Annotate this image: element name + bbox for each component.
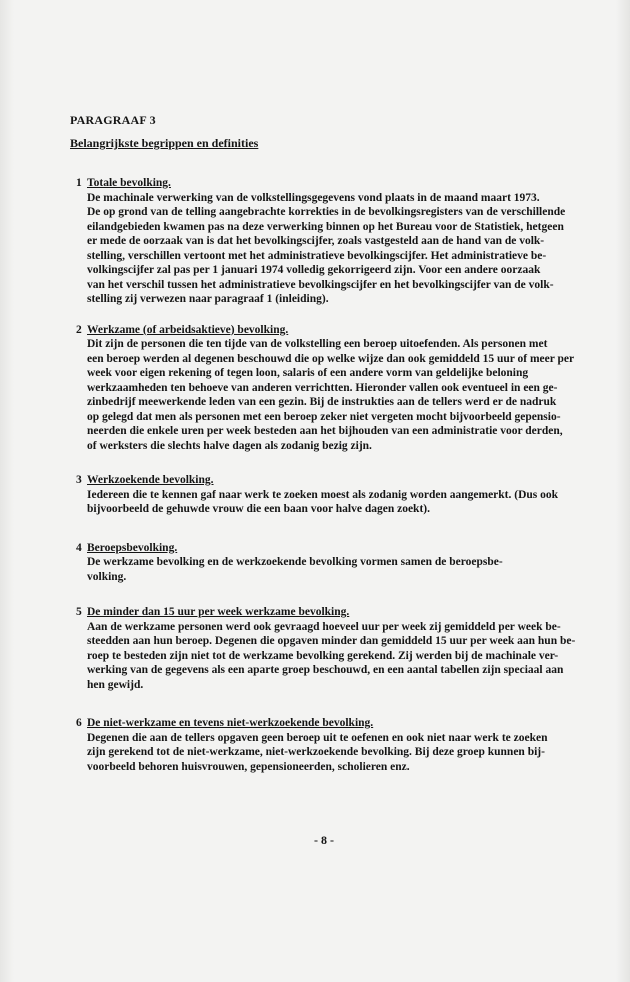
- text-line: op gelegd dat men als personen met een beroep zeker niet vergeten mocht bijvoorbeeld gepensio-: [87, 410, 561, 423]
- definition-section-3: [76, 473, 616, 517]
- text-line: volkingscijfer zal pas per 1 januari 1974 volledig gekorrigeerd zijn. Voor een andere oorzaak: [87, 264, 541, 276]
- text-line: werkzaamheden ten behoeve van anderen verrichtten. Hieronder vallen ook eventueel in een ge-: [87, 381, 558, 394]
- text-line: zinbedrijf meewerkende leden van een gezin. Bij de instrukties aan de tellers werd er de nadruk: [87, 396, 557, 408]
- text-line: De op grond van de telling aangebrachte korrekties in de bevolkingsregisters van de verschillende: [87, 206, 566, 218]
- text-line: bijvoorbeeld de gehuwde vrouw die een baan voor halve dagen zoekt).: [87, 503, 430, 515]
- definition-section-6: [76, 716, 616, 774]
- section-number: 5: [76, 606, 82, 618]
- paragraph-label: PARAGRAAF 3: [70, 113, 156, 127]
- text-line: steedden aan hun beroep. Degenen die opgaven minder dan gemiddeld 15 uur per week aan hun be-: [87, 635, 576, 647]
- text-line: Iedereen die te kennen gaf naar werk te zoeken moest als zodanig worden aangemerkt. (Dus ook: [87, 488, 559, 501]
- text-line: Degenen die aan de tellers opgaven geen beroep uit te oefenen en ook niet naar werk te zoeken: [87, 731, 548, 744]
- page-number: - 8 -: [314, 833, 334, 847]
- section-number: 6: [76, 717, 82, 729]
- text-line: roep te besteden zijn niet tot de werkzame bevolking gerekend. Zij werden bij de machinale ver-: [87, 649, 559, 662]
- text-line: er mede de oorzaak van is dat het bevolkingscijfer, zoals vastgesteld aan de hand van de volk-: [87, 235, 545, 247]
- text-line: hen gewijd.: [87, 678, 144, 691]
- text-line: Dit zijn de personen die ten tijde van de volkstelling een beroep uitoefenden. Als personen met: [87, 338, 548, 350]
- section-title: Totale bevolking.: [87, 177, 171, 189]
- text-line: eilandgebieden kwamen pas na deze verwerking binnen op het Bureau voor de Statistiek, hetgeen: [87, 220, 564, 233]
- text-line: een beroep werden al degenen beschouwd die op welke wijze dan ook gemiddeld 15 uur of meer per: [87, 352, 575, 365]
- text-line: of werksters die slechts halve dagen als zodanig bezig zijn.: [87, 439, 372, 452]
- section-number: 4: [76, 541, 82, 554]
- definition-section-2: [76, 323, 616, 454]
- text-line: volking.: [87, 570, 127, 583]
- section-heading: Belangrijkste begrippen en definities: [70, 136, 259, 150]
- text-line: werking van de gegevens als een aparte groep beschouwd, en een aantal tabellen zijn speciaal aan: [87, 664, 564, 676]
- text-line: week voor eigen rekening of tegen loon, salaris of een andere vorm van geldelijke beloning: [87, 367, 529, 379]
- text-line: De machinale verwerking van de volkstellingsgegevens vond plaats in de maand maart 1973.: [87, 191, 540, 204]
- definition-section-5: [76, 605, 616, 692]
- definition-section-1: [76, 176, 616, 307]
- section-title: De minder dan 15 uur per week werkzame bevolking.: [87, 606, 350, 618]
- section-number: 3: [76, 474, 82, 486]
- section-number: 1: [76, 177, 82, 189]
- text-line: stelling zij verwezen naar paragraaf 1 (inleiding).: [87, 293, 329, 305]
- definition-section-4: [76, 541, 616, 585]
- section-title: Werkzoekende bevolking.: [87, 474, 214, 486]
- section-title: Beroepsbevolking.: [87, 541, 178, 554]
- text-line: neerden die enkele uren per week besteden aan het bijhouden van een administratie voor derden,: [87, 425, 563, 437]
- text-line: Aan de werkzame personen werd ook gevraagd hoeveel uur per week zij gemiddeld per week be-: [87, 620, 561, 633]
- text-line: voorbeeld behoren huisvrouwen, gepensioneerden, scholieren enz.: [87, 760, 410, 773]
- section-number: 2: [76, 323, 82, 336]
- section-title: Werkzame (of arbeidsaktieve) bevolking.: [87, 323, 289, 336]
- text-line: stelling, verschillen vertoont met het administratieve bevolkingscijfer. Het administratieve be-: [87, 249, 547, 262]
- text-line: De werkzame bevolking en de werkzoekende bevolking vormen samen de beroepsbe-: [87, 556, 503, 568]
- text-line: van het verschil tussen het administratieve bevolkingscijfer en het bevolkingscijfer van de volk-: [87, 278, 554, 291]
- section-title: De niet-werkzame en tevens niet-werkzoekende bevolking.: [87, 717, 374, 729]
- definitions-list: [76, 176, 616, 774]
- text-line: zijn gerekend tot de niet-werkzame, niet-werkzoekende bevolking. Bij deze groep kunnen bij-: [87, 746, 545, 758]
